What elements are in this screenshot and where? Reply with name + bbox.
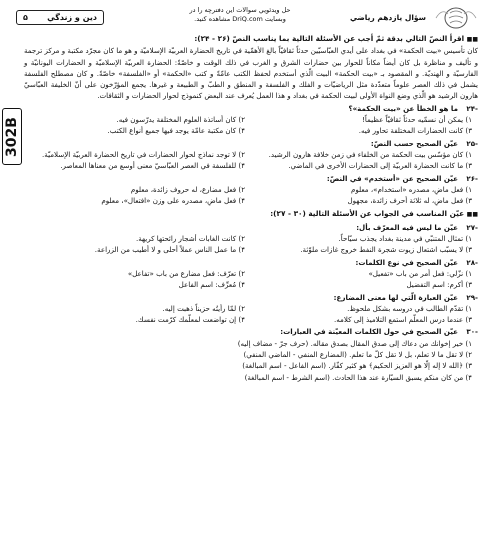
question-number: -۲۴: [466, 103, 478, 113]
square-bullet-icon: ■■: [466, 36, 478, 43]
question-number: -۳۰: [466, 327, 478, 337]
option-3[interactable]: ۳) أكرم: اسم التفضيل: [406, 280, 472, 290]
option-3[interactable]: ۳) ما كانت الحضارة العربيّة إلى الحضارات الأخرى في الماضي.: [288, 161, 472, 171]
option-3[interactable]: ۳) ﴿الله لا إله إلّا هو العزيز الحكيم﴾ هو كثير كفّار. (اسم الفاعل - اسم المبالغة): [242, 361, 472, 371]
promo-line-1: حل ويدئويي سوالات اين دفترچه را در: [189, 6, 291, 14]
option-4[interactable]: ۴) كان مكتبة عامّة يوجد فيها جميع أنواع الكتب.: [107, 126, 245, 136]
section2-instruction: [24, 208, 478, 220]
course-label: سؤال يازدهم رياضي: [349, 13, 426, 22]
option-3[interactable]: ۳) لا يسبّب اشتعال زيوت شجرة النفط خروج غازات ملوّثة.: [300, 245, 472, 255]
option-1[interactable]: ۱) كان مؤسّس بيت الحكمة من الخلفاء في زمن خلافة هارون الرشيد.: [268, 149, 472, 159]
reading-passage: كان تأسيس «بيت الحكمة» في بغداد على أيدي العبّاسيّين حدثاً ثقافيّاً بالغ الأهمّية في تاريخ الحضارة العربيّة الإسلاميّة و هو ما كان مجرّد مكتبة و مركز ترجمة و تأليف و مناظرة بل كان أيضاً مكاناً للحوار بين حضارات الشرق و الغرب في ذلك الوقت و خاصّةً: الحضارة العربيّة الإسلاميّة و الحضارات اليونانيّة و الفارسيّة و الهنديّة. و المقصود بـ «بيت الحكمة» البيت الّذي أستخدم لحفظ الكتب عامّةً و كتب «الحكمة» أو «الفلسفة» خاصّةً. و كان مصطلح الفلسفة يشمل في ذلك العصر علوماً متعدّدة مثل الرياضيّات و الفلك و الفلسفة و المنطق و الطبّ و الطبيعة و غيرها. يجمع المؤرّخون على أنّ الخليفة العبّاسيّ هارون الرشيد هو الّذي وضع النواة الأولى لبيت الحكمة في بغداد و هذا العمل يُعرف عند البعض كنموذج لحوار الحضارات و الثقافات.: [24, 46, 478, 101]
promo-text: [184, 6, 296, 24]
question-text: عيّن الصحيح حسب النصّ:: [370, 138, 458, 148]
question-text: عيّن العبارة الّتي لها معنى المضارع:: [333, 292, 458, 302]
question-25: [24, 138, 478, 149]
question-25-options: [24, 149, 478, 172]
question-28-options: [24, 268, 478, 291]
section1-instruction-text: اقرأ النصّ التالي بدقة ثمّ أجب عن الأسئلة التالية بما يناسب النصّ (۲۶ - ۲۴):: [194, 34, 465, 43]
page-header: [8, 3, 482, 33]
option-1[interactable]: ۱) نزّلي: فعل أمر من باب «تفعيل»: [368, 268, 472, 278]
option-4[interactable]: ۴) ما عمل الناس عملاً أحلى و لا أطيب من الزراعة.: [94, 245, 245, 255]
question-26: [24, 173, 478, 184]
question-24-options: [24, 114, 478, 137]
question-29-options: [24, 303, 478, 326]
question-29: [24, 292, 478, 303]
question-number: -۲۷: [466, 222, 478, 232]
subject-number: ۵: [23, 13, 28, 22]
question-text: عيّن الصحيح في نوع الكلمات:: [355, 257, 458, 267]
question-30: [24, 326, 478, 337]
exam-content: [24, 33, 478, 383]
option-2[interactable]: ۲) لا توجد نماذج لحوار الحضارات في تاريخ الحضارة العربيّة الإسلاميّة.: [42, 149, 245, 159]
option-2[interactable]: ۲) تعرّف: فعل مضارع من باب «تفاعل»: [127, 268, 245, 278]
option-4[interactable]: ۴) فعل ماضٍ، مصدره على وزن «افتعال»، معلوم: [101, 196, 245, 206]
option-2[interactable]: ۲) فعل مضارع، له حروف زائدة، معلوم: [130, 184, 245, 194]
question-number: -۲۵: [466, 138, 478, 148]
option-1[interactable]: ۱) يمكن أن نسمّيه حدثاً ثقافيّاً عظيماً!: [362, 115, 472, 125]
question-28: [24, 257, 478, 268]
subject-box: [16, 10, 104, 25]
option-4[interactable]: ۴) للفلسفة في العصر العبّاسيّ معنى أوسع من معناها المعاصر.: [60, 161, 245, 171]
brain-logo-icon: [432, 5, 480, 31]
option-3[interactable]: ۳) كانت الحضارات المختلفة تحاور فيه.: [358, 126, 472, 136]
option-3[interactable]: ۳) عندما درس المعلّم استمع التلاميذ إلى كلامه.: [333, 315, 472, 325]
question-text: عيّن الصحيح عن «أستخدم» في النصّ:: [326, 173, 458, 183]
option-4[interactable]: ۴) مُعرِّف: اسم الفاعل: [178, 280, 245, 290]
question-26-options: [24, 184, 478, 207]
option-1[interactable]: ۱) تقدّم الطالب في دروسه بشكل ملحوظ.: [347, 303, 472, 313]
option-3[interactable]: ۳) فعل ماضٍ، له ثلاثة أحرف زائدة، مجهول: [347, 196, 472, 206]
option-2[interactable]: ۲) لمّا رأيتُه حزيناً ذهبت إليه.: [162, 303, 245, 313]
option-4[interactable]: ۴) إن تواضعت لمعلّمك كرّمت نفسك.: [135, 315, 245, 325]
section1-instruction: [24, 33, 478, 45]
question-number: -۲۶: [466, 173, 478, 183]
option-2[interactable]: ۲) كانت الغابات أشجار رائحتها كريهة.: [135, 234, 245, 244]
option-1[interactable]: ۱) فعل ماضٍ، مصدره «استخدام»، معلوم: [350, 184, 472, 194]
question-27-options: [24, 233, 478, 256]
question-text: ما هو الخطأ عن «بيت الحكمة»؟: [348, 103, 458, 113]
question-number: -۲۹: [466, 292, 478, 302]
booklet-code: 302B: [4, 116, 20, 157]
question-text: عيّن الصحيح في حول الكلمات المعيّنة في العبارات:: [280, 327, 458, 337]
question-27: [24, 222, 478, 233]
option-2[interactable]: ۲) كان أساتذة العلوم المختلفة يدرّسون فيه.: [116, 115, 245, 125]
subject-name: دين و زندگي: [47, 13, 97, 22]
question-text: عيّن ما ليس فيه المعرّف بأل:: [356, 222, 458, 232]
booklet-code-badge: [2, 108, 22, 165]
option-1[interactable]: ۱) خير إخوانك من دعاك إلى صدق المقال بصدق مقاله. (حرف جرّ - مضاف إليه): [237, 338, 472, 348]
square-bullet-icon: ■■: [466, 211, 478, 219]
question-30-options: [24, 338, 478, 383]
option-2[interactable]: ۲) لا تقل ما لا تعلم، بل لا تقل كلّ ما تعلم. (المضارع المنفي - الماضي المنفي): [243, 350, 472, 360]
option-1[interactable]: ۱) تمثال المتنبّي في مدينة بغداد يجذب سيّاحاً.: [338, 234, 472, 244]
option-4[interactable]: ۴) من كان منكم يسبق السيّارة عند هذا الحادث. (اسم الشرط - اسم المبالغة): [244, 372, 472, 382]
section2-instruction-text: عيّن المناسب في الجواب عن الأسئلة التالية (۳۰ - ۲۷):: [270, 209, 465, 219]
promo-line-2: وبسايت DriQ.com مشاهده كنيد.: [194, 15, 286, 23]
question-24: [24, 103, 478, 114]
question-number: -۲۸: [466, 257, 478, 267]
